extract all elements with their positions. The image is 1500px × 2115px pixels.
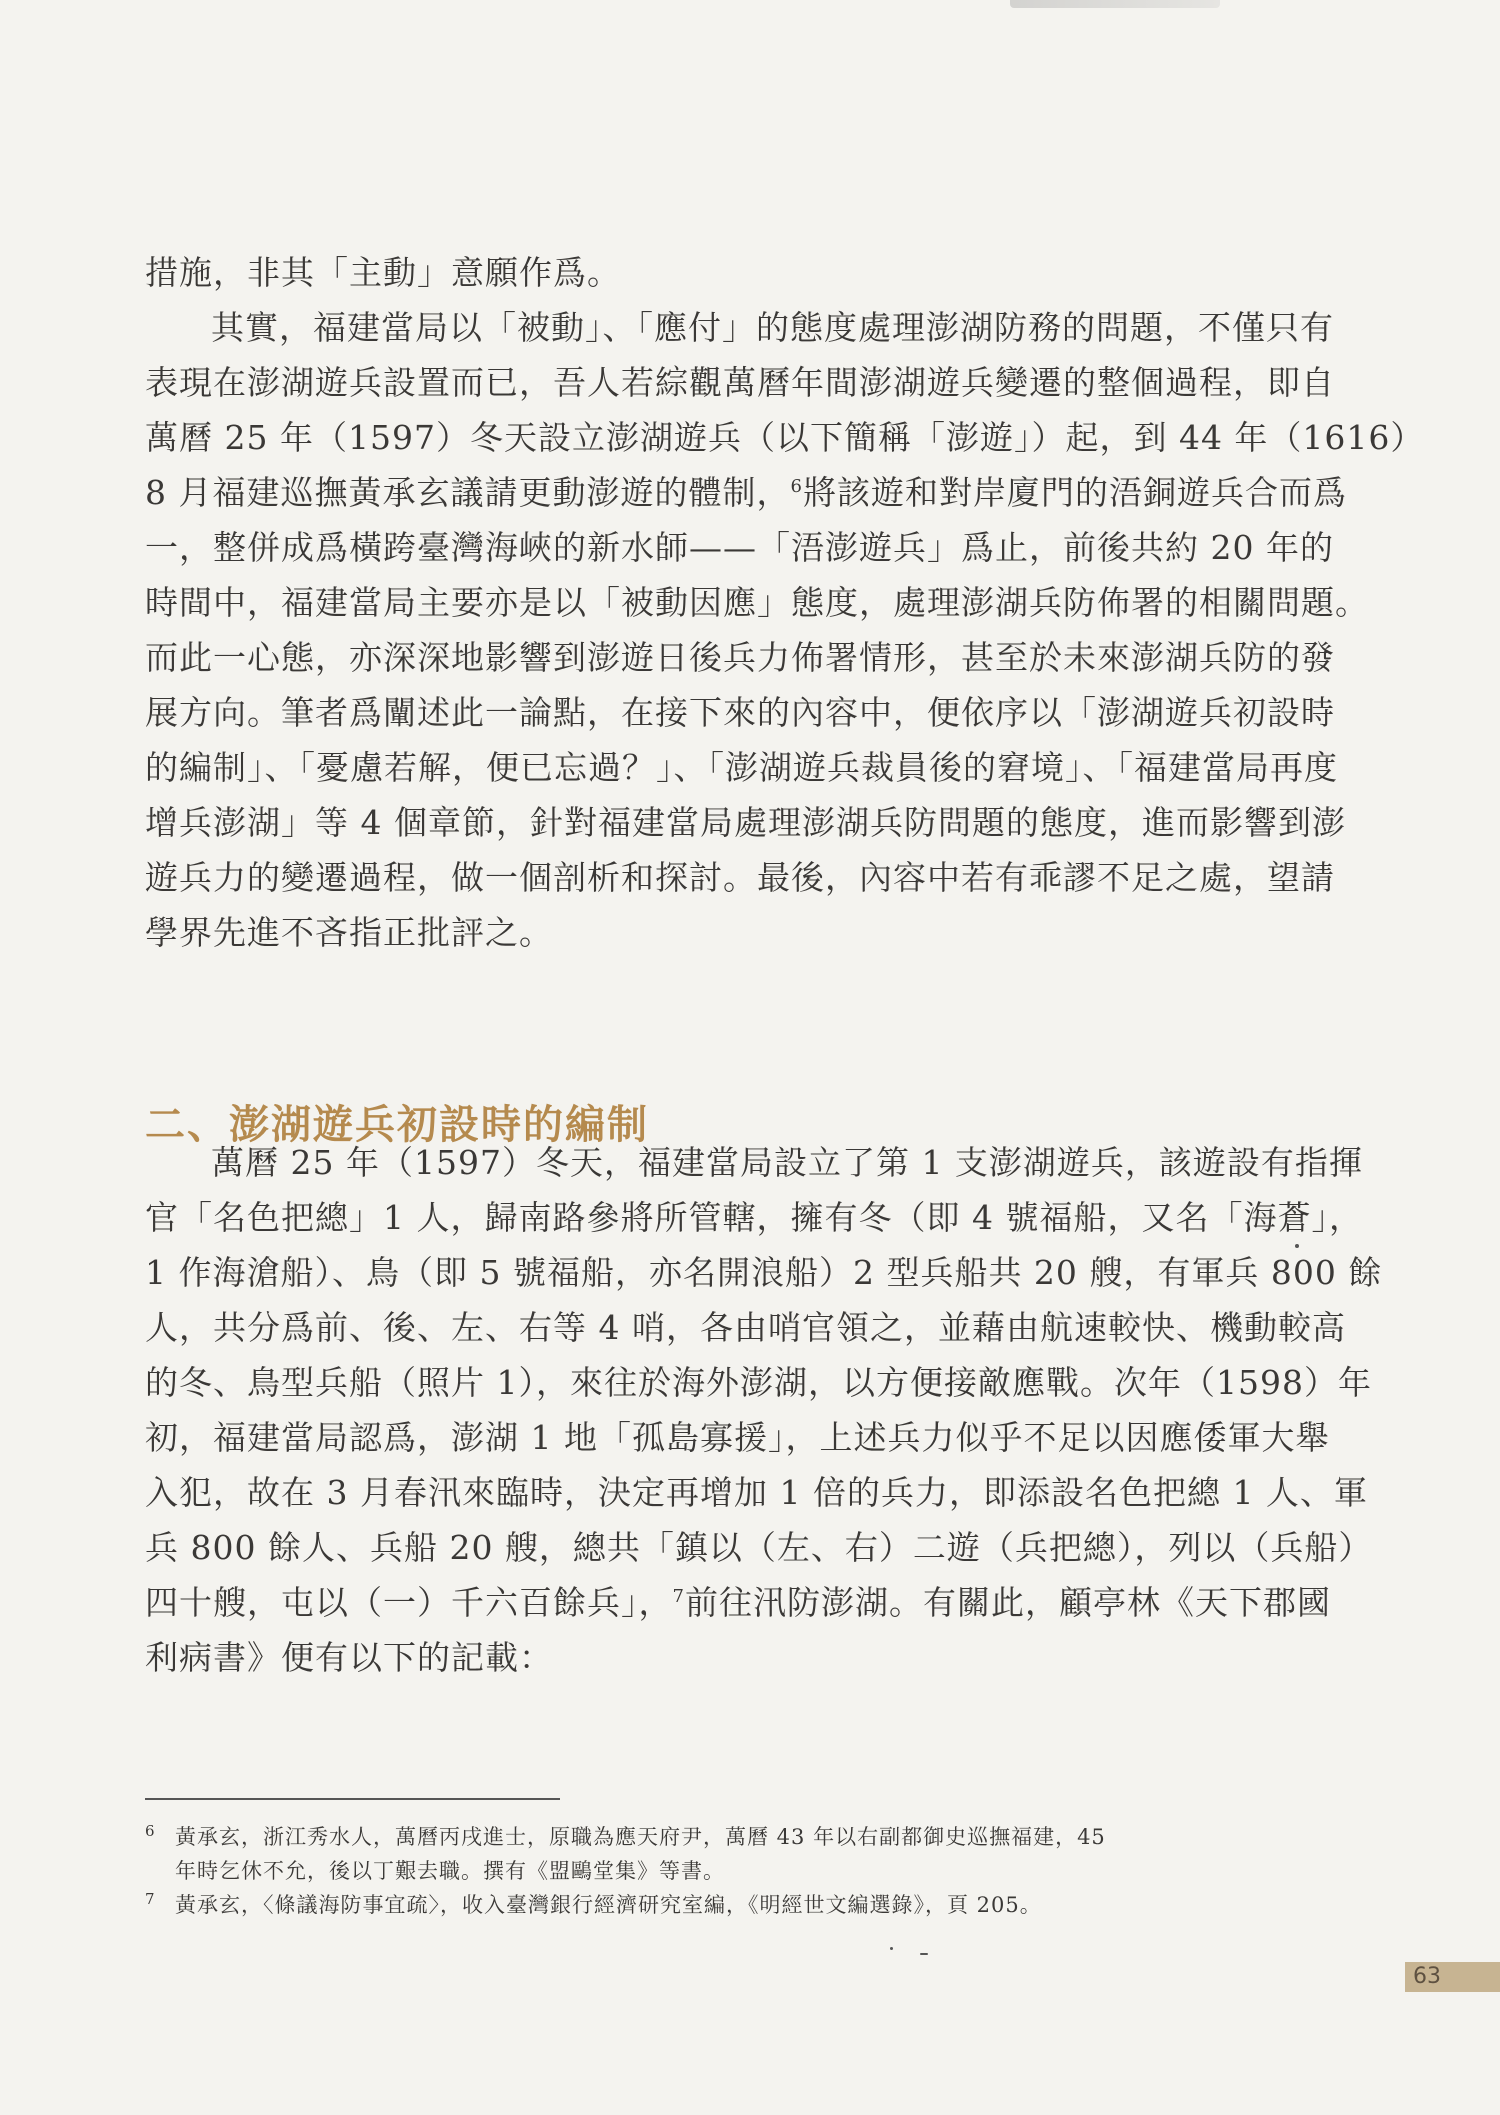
text-line: 官「名色把總」1 人，歸南路參將所管轄，擁有冬（即 4 號福船，又名「海蒼」， [145, 1198, 1363, 1237]
text-segment: 四十艘，屯以（一）千六百餘兵」， [145, 1583, 673, 1622]
paragraph-2 [145, 300, 1425, 960]
top-edge-mark [1010, 0, 1220, 8]
footnote-6 [145, 1820, 1265, 1888]
text-line: 一，整併成爲橫跨臺灣海峽的新水師——「浯澎遊兵」爲止，前後共約 20 年的 [145, 528, 1334, 567]
text-line: 利病書》便有以下的記載： [145, 1638, 553, 1677]
text-line: 而此一心態，亦深深地影響到澎遊日後兵力佈署情形，甚至於未來澎湖兵防的發 [145, 638, 1335, 677]
scan-speck [1295, 1244, 1299, 1248]
text-line: 時間中，福建當局主要亦是以「被動因應」態度，處理澎湖兵防佈署的相關問題。 [145, 583, 1369, 622]
footnote-ref-6[interactable]: 6 [790, 476, 803, 497]
text-segment: 前往汛防澎湖。有關此，顧亭林《天下郡國 [684, 1583, 1331, 1622]
text-line: 兵 800 餘人、兵船 20 艘，總共「鎮以（左、右）二遊（兵把總），列以（兵船） [145, 1528, 1373, 1567]
paragraph-1 [145, 245, 1265, 300]
text-line: 學界先進不吝指正批評之。 [145, 913, 553, 952]
text-line-with-footnote [145, 1575, 1331, 1630]
text-line: 的冬、鳥型兵船（照片 1），來往於海外澎湖，以方便接敵應戰。次年（1598）年 [145, 1363, 1372, 1402]
footnote-number: 7 [145, 1890, 156, 1908]
section-text-block [145, 1135, 1383, 1685]
paragraph-3 [145, 1135, 1383, 1685]
footnote-line: 黃承玄，〈條議海防事宜疏〉，收入臺灣銀行經濟研究室編，《明經世文編選錄》，頁 205。 [175, 1893, 1042, 1917]
footnote-line: 年時乞休不允，後以丁艱去職。撰有《盟鷗堂集》等書。 [175, 1859, 725, 1883]
text-line: 萬曆 25 年（1597）冬天，福建當局設立了第 1 支澎湖遊兵，該遊設有指揮 [211, 1143, 1363, 1182]
text-line: 人，共分爲前、後、左、右等 4 哨，各由哨官領之，並藉由航速較快、機動較高 [145, 1308, 1346, 1347]
text-line: 1 作海滄船）、鳥（即 5 號福船，亦名開浪船）2 型兵船共 20 艘，有軍兵 800 餘 [145, 1253, 1383, 1292]
footnotes [145, 1820, 1265, 1922]
footnote-line: 黃承玄，浙江秀水人，萬曆丙戌進士，原職為應天府尹，萬曆 43 年以右副都御史巡撫福建，45 [175, 1825, 1106, 1849]
text-segment: 8 月福建巡撫黃承玄議請更動澎遊的體制， [145, 473, 791, 512]
text-line: 措施，非其「主動」意願作爲。 [145, 253, 621, 292]
text-line: 其實，福建當局以「被動」、「應付」的態度處理澎湖防務的問題，不僅只有 [211, 308, 1334, 347]
text-line: 遊兵力的變遷過程，做一個剖析和探討。最後，內容中若有乖謬不足之處，望請 [145, 858, 1335, 897]
section-heading: 二、澎湖遊兵初設時的編制 [145, 1102, 649, 1148]
text-line: 的編制」、「憂慮若解，便已忘過？」、「澎湖遊兵裁員後的窘境」、「福建當局再度 [145, 748, 1338, 787]
scan-speck [890, 1947, 893, 1950]
footnote-number: 6 [145, 1822, 156, 1840]
text-line: 表現在澎湖遊兵設置而已，吾人若綜觀萬曆年間澎湖遊兵變遷的整個過程，即自 [145, 363, 1335, 402]
footnote-7 [145, 1888, 1265, 1922]
footnote-divider [145, 1798, 560, 1800]
text-segment: 將該遊和對岸廈門的浯銅遊兵合而爲 [802, 473, 1347, 512]
text-line: 初，福建當局認爲，澎湖 1 地「孤島寡援」，上述兵力似乎不足以因應倭軍大舉 [145, 1418, 1330, 1457]
text-line: 入犯，故在 3 月春汛來臨時，決定再增加 1 倍的兵力，即添設名色把總 1 人、軍 [145, 1473, 1368, 1512]
text-line: 展方向。筆者爲闡述此一論點，在接下來的內容中，便依序以「澎湖遊兵初設時 [145, 693, 1335, 732]
intro-text-block [145, 245, 1425, 960]
page-number: 63 [1405, 1962, 1500, 1992]
text-line-with-footnote [145, 465, 1347, 520]
footnote-ref-7[interactable]: 7 [672, 1586, 685, 1607]
scan-speck [920, 1953, 928, 1955]
text-line: 萬曆 25 年（1597）冬天設立澎湖遊兵（以下簡稱「澎遊」）起，到 44 年（1616） [145, 418, 1425, 457]
text-line: 增兵澎湖」等 4 個章節，針對福建當局處理澎湖兵防問題的態度，進而影響到澎 [145, 803, 1346, 842]
